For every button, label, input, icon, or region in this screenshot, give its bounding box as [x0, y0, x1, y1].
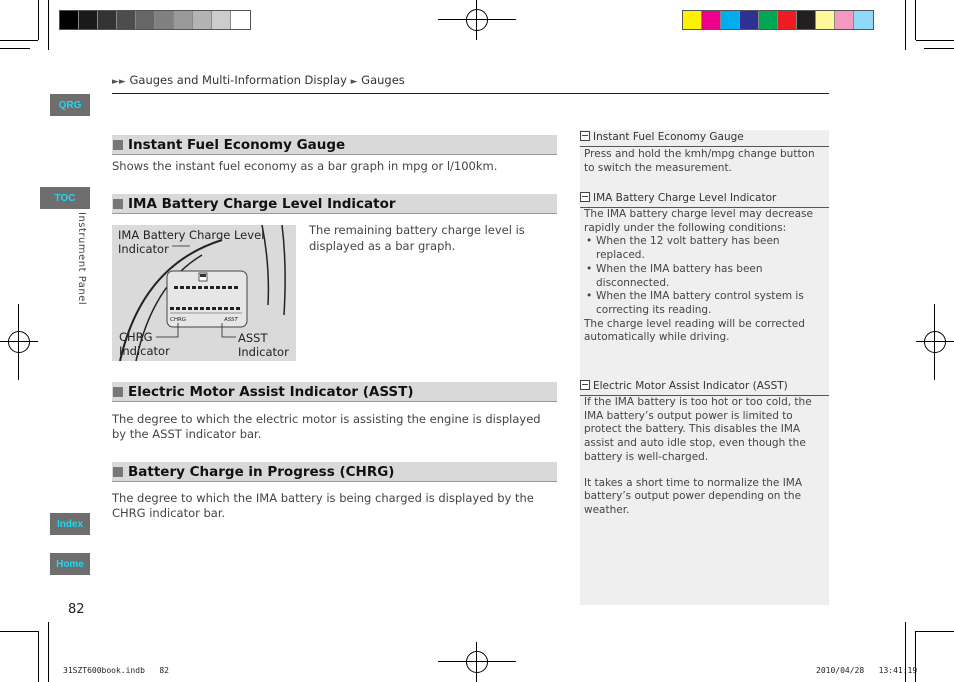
note-heading-text: Electric Motor Assist Indicator (ASST) — [593, 380, 788, 392]
color-swatch — [835, 11, 854, 29]
section-heading-text: IMA Battery Charge Level Indicator — [128, 195, 396, 212]
color-swatch — [740, 11, 759, 29]
figure-label-line: Indicator — [238, 345, 289, 359]
note-heading-text: IMA Battery Charge Level Indicator — [593, 192, 777, 204]
note-body-ima-charge — [584, 208, 826, 345]
note-bullet: • When the 12 volt battery has been replaced. — [596, 235, 826, 262]
note-bullet: • When the IMA battery control system is correcting its reading. — [596, 290, 826, 317]
color-swatch — [797, 11, 816, 29]
note-heading-instant-fuel — [580, 130, 829, 147]
breadcrumb-arrows: ►► — [112, 77, 126, 87]
gray-swatch — [193, 11, 212, 29]
gray-swatch — [155, 11, 174, 29]
gray-swatch — [60, 11, 79, 29]
gray-swatch — [117, 11, 136, 29]
figure-label-line: Indicator — [118, 242, 169, 256]
color-swatch — [816, 11, 835, 29]
note-paragraph: If the IMA battery is too hot or too cold, the IMA battery’s output power is limited to protect the battery. This disables the IMA assist and auto idle stop, even though the battery is well-charged. — [584, 396, 812, 463]
note-icon — [580, 380, 590, 390]
color-swatch — [854, 11, 873, 29]
breadcrumb-rule — [112, 93, 829, 94]
section-heading-asst — [112, 382, 557, 402]
index-tab[interactable]: Index — [50, 513, 90, 535]
footer-file-info — [63, 666, 169, 675]
gray-swatch — [79, 11, 98, 29]
section-heading-instant-fuel — [112, 135, 557, 155]
section-heading-text: Instant Fuel Economy Gauge — [128, 136, 346, 153]
breadcrumb-separator: ► — [350, 77, 358, 87]
color-swatch — [702, 11, 721, 29]
section-heading-ima-charge — [112, 194, 557, 214]
breadcrumb-current: Gauges — [361, 73, 405, 87]
note-heading-ima-charge — [580, 191, 829, 208]
figure-label-battery-level — [118, 228, 264, 256]
section-square-icon — [113, 387, 123, 397]
gauge-asst-text: ASST — [224, 317, 238, 323]
figure-label-line: Indicator — [119, 344, 170, 358]
note-body-instant-fuel: Press and hold the kmh/mpg change button to switch the measurement. — [584, 148, 815, 174]
section-square-icon — [113, 140, 123, 150]
section-square-icon — [113, 467, 123, 477]
note-bullet-list — [584, 235, 826, 317]
footer-date: 2010/04/28 — [816, 666, 865, 675]
toc-tab[interactable]: TOC — [40, 187, 90, 209]
figure-label-line: ASST — [238, 331, 268, 345]
footer-time: 13:41:19 — [878, 666, 918, 675]
section-heading-text: Electric Motor Assist Indicator (ASST) — [128, 383, 414, 400]
gauge-chrg-text: CHRG — [170, 317, 187, 323]
breadcrumb-link-gauges-mid[interactable]: Gauges and Multi-Information Display — [129, 73, 347, 87]
figure-label-line: CHRG — [119, 330, 153, 344]
color-swatch — [759, 11, 778, 29]
figure-label-asst — [238, 331, 289, 359]
color-calibration-bar — [682, 10, 874, 30]
note-heading-asst — [580, 379, 829, 396]
footer-file-page: 82 — [159, 666, 169, 675]
gray-swatch — [98, 11, 117, 29]
section-heading-text: Battery Charge in Progress (CHRG) — [128, 463, 395, 480]
note-paragraph: It takes a short time to normalize the IMA battery’s output power depending on the weather. — [584, 476, 803, 516]
section-body-chrg: The degree to which the IMA battery is being charged is displayed by the CHRG indicator bar. — [112, 491, 534, 520]
note-icon — [580, 131, 590, 141]
section-body-asst: The degree to which the electric motor is assisting the engine is displayed by the ASST indicator bar. — [112, 412, 541, 441]
note-icon — [580, 192, 590, 202]
gray-swatch — [174, 11, 193, 29]
gray-swatch — [231, 11, 250, 29]
section-body-ima-charge: The remaining battery charge level is displayed as a bar graph. — [309, 223, 525, 253]
footer-timestamp — [816, 666, 917, 675]
note-bullet: • When the IMA battery has been disconnected. — [596, 263, 826, 290]
color-swatch — [721, 11, 740, 29]
color-swatch — [778, 11, 797, 29]
chapter-label: Instrument Panel — [76, 212, 87, 306]
note-outro: The charge level reading will be corrected automatically while driving. — [584, 317, 805, 344]
ima-gauge-illustration — [112, 225, 296, 361]
note-intro: The IMA battery charge level may decrease rapidly under the following conditions: — [584, 208, 813, 234]
section-square-icon — [113, 199, 123, 209]
figure-label-line: IMA Battery Charge Level — [118, 228, 265, 242]
note-heading-text: Instant Fuel Economy Gauge — [593, 131, 744, 143]
breadcrumb — [112, 73, 405, 87]
figure-label-chrg — [119, 330, 170, 358]
gray-swatch — [212, 11, 231, 29]
gray-swatch — [136, 11, 155, 29]
home-tab[interactable]: Home — [50, 553, 90, 575]
footer-filename: 31SZT600book.indb — [63, 666, 145, 675]
section-heading-chrg — [112, 462, 557, 482]
note-body-asst — [584, 396, 826, 518]
grayscale-calibration-bar — [59, 10, 251, 30]
qrg-tab[interactable]: QRG — [50, 94, 90, 116]
color-swatch — [683, 11, 702, 29]
section-body-instant-fuel: Shows the instant fuel economy as a bar graph in mpg or l/100km. — [112, 159, 498, 173]
page-number: 82 — [68, 602, 85, 617]
